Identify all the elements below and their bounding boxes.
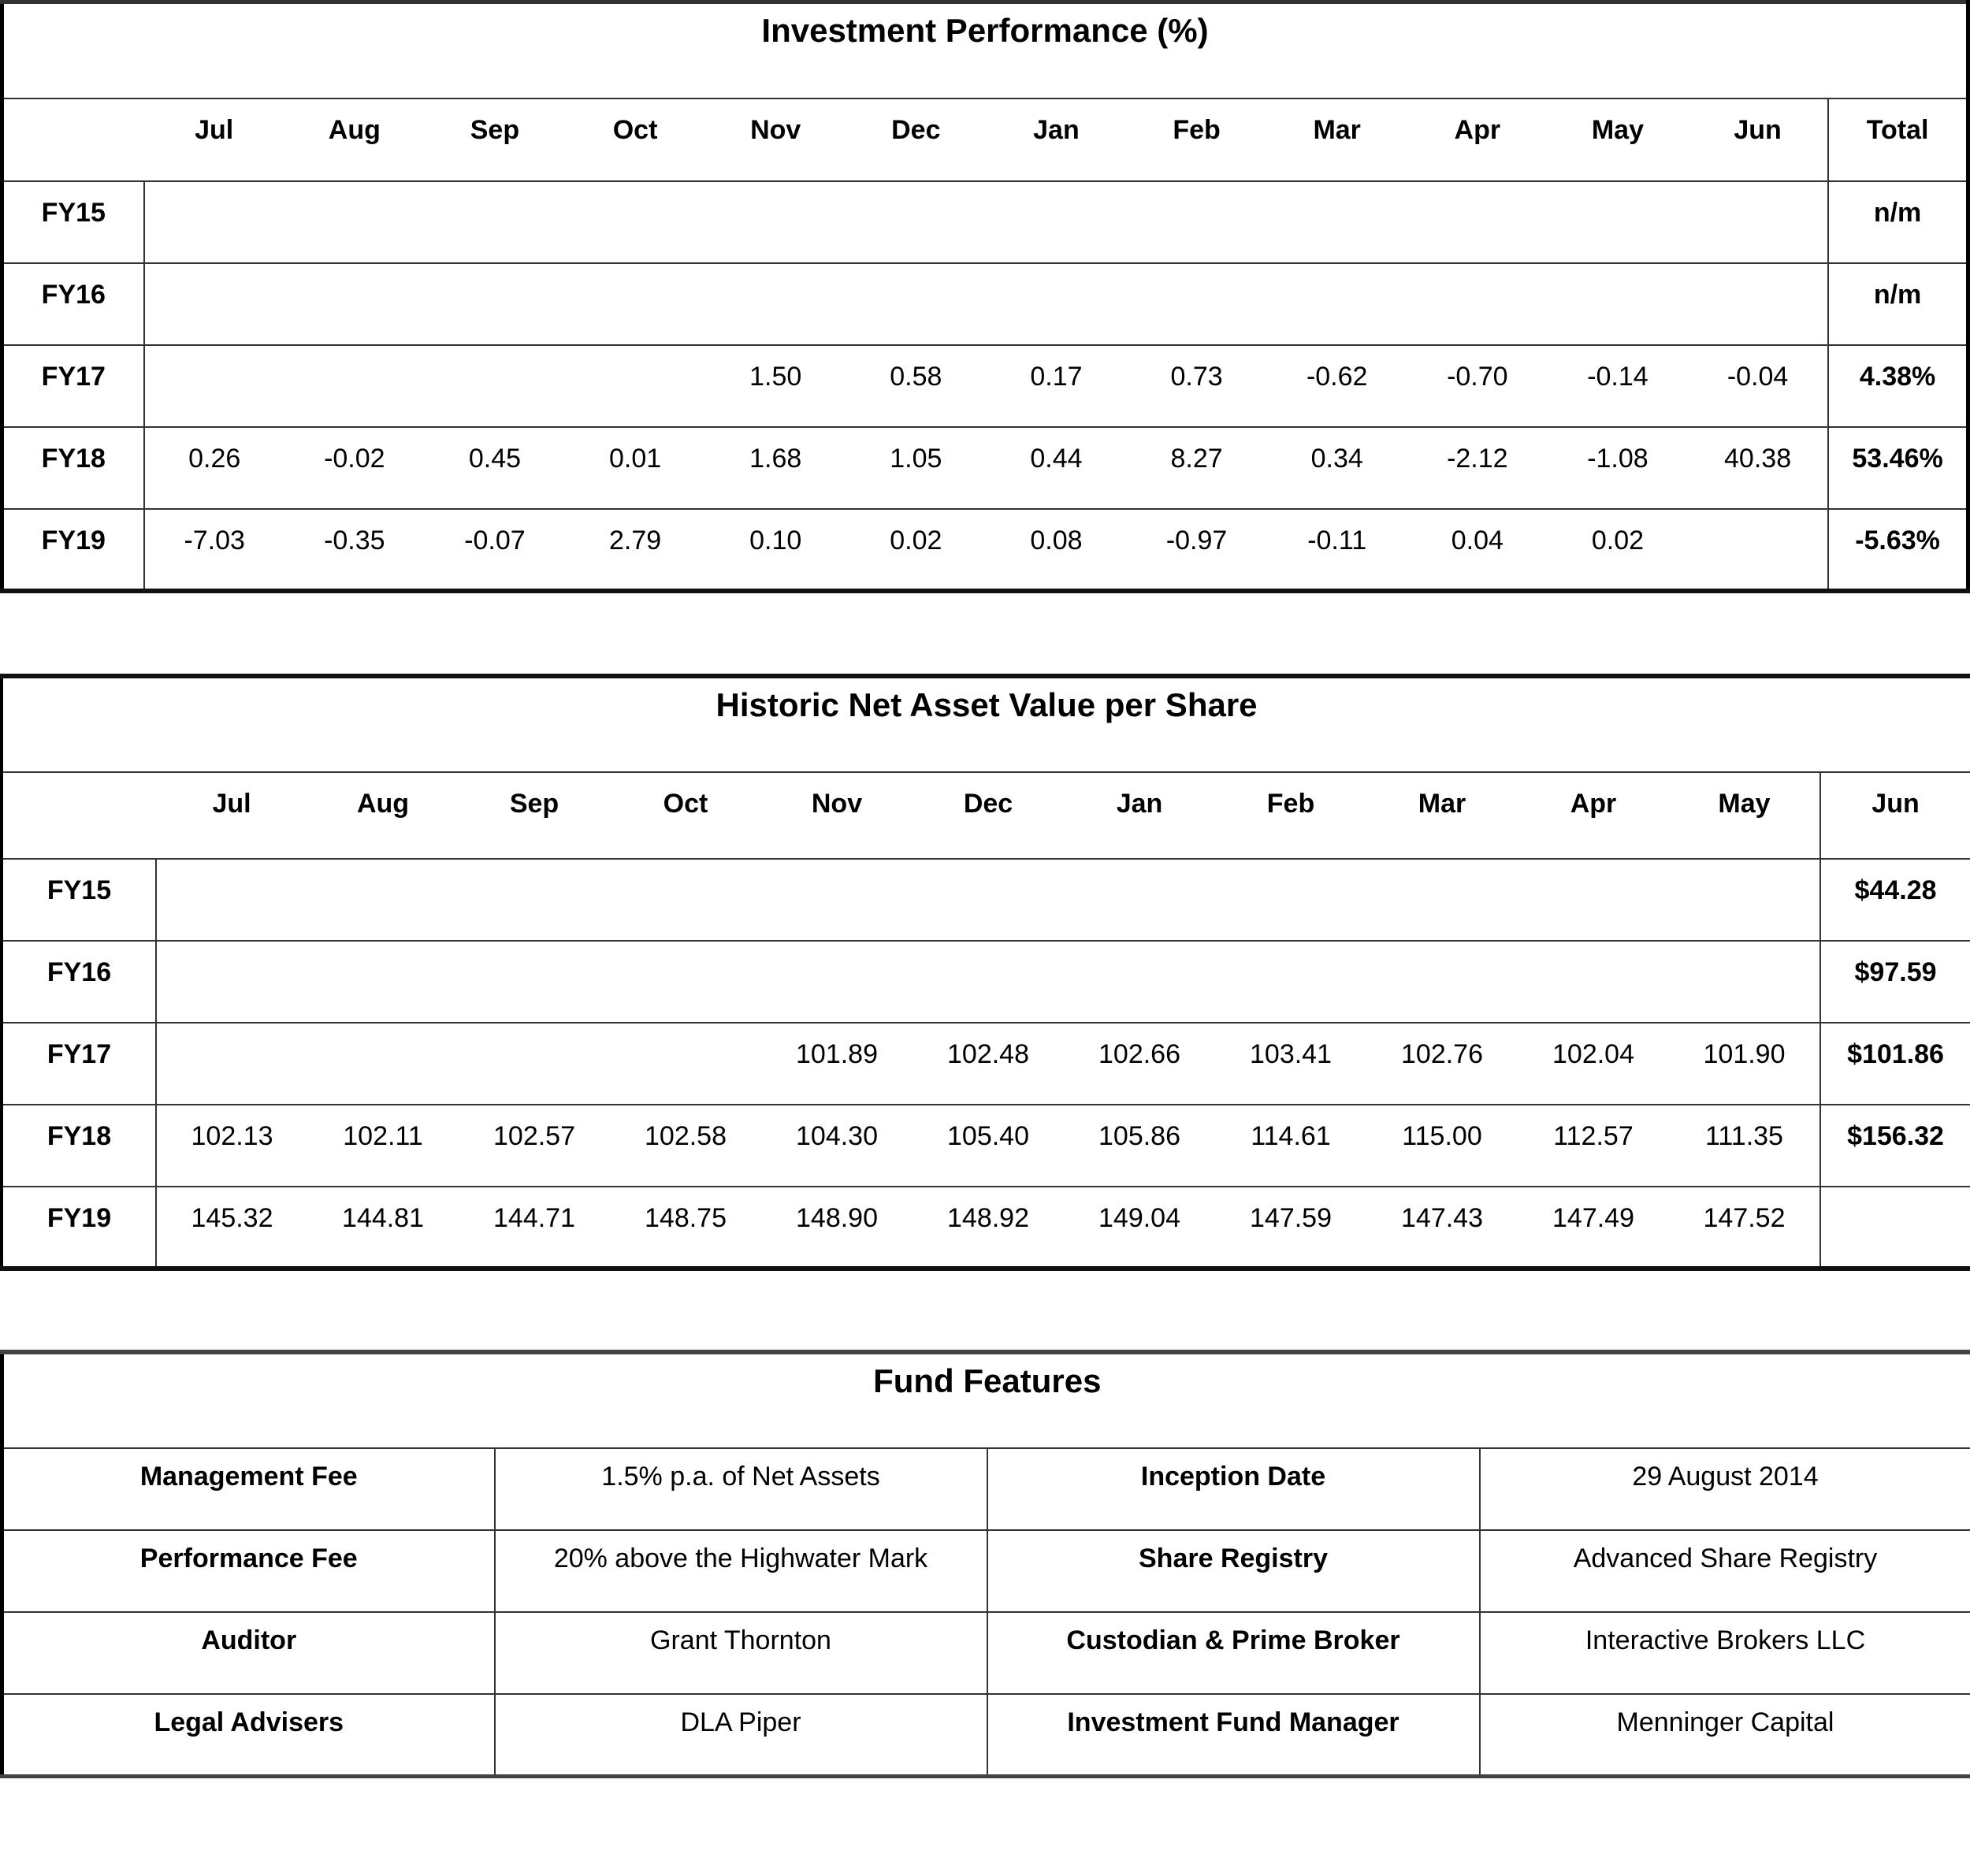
- value-cell: [156, 859, 307, 941]
- feature-label: Auditor: [2, 1612, 495, 1694]
- value-cell: [156, 1023, 307, 1105]
- value-cell: [284, 181, 425, 263]
- value-cell: 0.73: [1127, 345, 1267, 427]
- table-row: [2, 509, 1968, 591]
- table-row: [2, 941, 1970, 1023]
- value-cell: -0.04: [1688, 345, 1828, 427]
- feature-label: Management Fee: [2, 1448, 495, 1530]
- value-cell: 102.66: [1064, 1023, 1215, 1105]
- value-cell: [1366, 941, 1518, 1023]
- value-cell: 0.45: [425, 427, 565, 509]
- value-cell: [1407, 181, 1548, 263]
- value-cell: -0.11: [1307, 525, 1367, 555]
- value-cell: 148.75: [645, 1203, 727, 1233]
- month-header-mar: Mar: [1267, 98, 1407, 181]
- total-cell: n/m: [1828, 263, 1968, 345]
- month-header-oct: Oct: [610, 772, 761, 859]
- row-label: FY17: [2, 1023, 156, 1105]
- value-cell: 102.48: [913, 1023, 1064, 1105]
- value-cell: [1407, 263, 1548, 345]
- month-header-aug: Aug: [284, 98, 425, 181]
- value-cell: -0.62: [1267, 345, 1407, 427]
- table-row: [2, 1694, 1970, 1776]
- table-row: [2, 1612, 1970, 1694]
- month-header-sep: Sep: [459, 772, 610, 859]
- value-cell: [705, 263, 846, 345]
- row-label: FY18: [2, 427, 144, 509]
- month-header-sep: Sep: [425, 98, 565, 181]
- total-cell: 53.46%: [1828, 427, 1968, 509]
- table-row: [2, 1187, 1970, 1269]
- month-header-feb: Feb: [1215, 772, 1366, 859]
- value-cell: [1688, 509, 1828, 591]
- month-header-nov: Nov: [705, 98, 846, 181]
- value-cell: [986, 263, 1126, 345]
- value-cell: 101.90: [1669, 1023, 1820, 1105]
- row-label: FY16: [2, 941, 156, 1023]
- value-cell: 112.57: [1518, 1105, 1669, 1187]
- value-cell: 111.35: [1669, 1105, 1820, 1187]
- total-cell: n/m: [1828, 181, 1968, 263]
- jun-value-cell: $97.59: [1820, 941, 1970, 1023]
- feature-label: Legal Advisers: [154, 1707, 344, 1737]
- value-cell: 147.49: [1552, 1203, 1634, 1233]
- value-cell: [459, 859, 610, 941]
- value-cell: [156, 941, 307, 1023]
- value-cell: [846, 181, 986, 263]
- value-cell: [1518, 941, 1669, 1023]
- value-cell: 105.40: [913, 1105, 1064, 1187]
- value-cell: 101.89: [761, 1023, 913, 1105]
- value-cell: 0.26: [144, 427, 284, 509]
- value-cell: [705, 181, 846, 263]
- value-cell: 148.92: [947, 1203, 1029, 1233]
- value-cell: [1548, 263, 1688, 345]
- historic-nav-title: Historic Net Asset Value per Share: [2, 676, 1970, 772]
- month-header-jul: Jul: [156, 772, 307, 859]
- feature-value: 29 August 2014: [1480, 1448, 1970, 1530]
- jun-value-cell: [1820, 1187, 1970, 1269]
- value-cell: [761, 859, 913, 941]
- month-header-jan: Jan: [1064, 772, 1215, 859]
- month-header-oct: Oct: [565, 98, 705, 181]
- value-cell: [1548, 181, 1688, 263]
- value-cell: [1127, 181, 1267, 263]
- row-label: FY18: [2, 1105, 156, 1187]
- value-cell: 0.08: [1030, 525, 1083, 555]
- value-cell: [1215, 941, 1366, 1023]
- value-cell: 115.00: [1366, 1105, 1518, 1187]
- value-cell: 149.04: [1098, 1203, 1180, 1233]
- value-cell: [1064, 859, 1215, 941]
- month-header-dec: Dec: [846, 98, 986, 181]
- value-cell: [307, 941, 459, 1023]
- value-cell: 0.02: [1591, 525, 1645, 555]
- value-cell: [986, 181, 1126, 263]
- value-cell: 0.58: [846, 345, 986, 427]
- feature-value: Menninger Capital: [1480, 1694, 1970, 1776]
- value-cell: [459, 941, 610, 1023]
- value-cell: -0.97: [1165, 525, 1228, 555]
- table-row: [2, 1023, 1970, 1105]
- feature-value: 20% above the Highwater Mark: [495, 1530, 987, 1612]
- value-cell: 102.57: [459, 1105, 610, 1187]
- value-cell: 8.27: [1127, 427, 1267, 509]
- value-cell: 147.43: [1401, 1203, 1483, 1233]
- total-header: Total: [1828, 98, 1968, 181]
- value-cell: [284, 345, 425, 427]
- month-header-mar: Mar: [1366, 772, 1518, 859]
- value-cell: 1.05: [846, 427, 986, 509]
- month-header-dec: Dec: [913, 772, 1064, 859]
- value-cell: 40.38: [1688, 427, 1828, 509]
- month-header-jul: Jul: [144, 98, 284, 181]
- value-cell: -0.07: [464, 525, 526, 555]
- investment-performance-table: [0, 0, 1970, 593]
- value-cell: [425, 345, 565, 427]
- row-label: FY15: [2, 181, 144, 263]
- value-cell: [284, 263, 425, 345]
- table-row: [2, 1448, 1970, 1530]
- investment-performance-section: [0, 0, 1970, 593]
- value-cell: [425, 181, 565, 263]
- value-cell: [1267, 181, 1407, 263]
- feature-label: Investment Fund Manager: [987, 1694, 1480, 1776]
- value-cell: [565, 181, 705, 263]
- feature-value: Interactive Brokers LLC: [1480, 1612, 1970, 1694]
- value-cell: -2.12: [1407, 427, 1548, 509]
- fund-features-section: [0, 1350, 1970, 1778]
- value-cell: [610, 941, 761, 1023]
- table-row: [2, 859, 1970, 941]
- value-cell: [307, 859, 459, 941]
- row-label: FY15: [2, 859, 156, 941]
- value-cell: [761, 941, 913, 1023]
- month-header-nov: Nov: [761, 772, 913, 859]
- value-cell: -0.02: [284, 427, 425, 509]
- value-cell: 0.04: [1451, 525, 1504, 555]
- total-cell: -5.63%: [1828, 509, 1968, 591]
- value-cell: [1267, 263, 1407, 345]
- month-header-apr: Apr: [1518, 772, 1669, 859]
- value-cell: 102.76: [1366, 1023, 1518, 1105]
- historic-nav-section: [0, 674, 1970, 1271]
- table-row: [2, 345, 1968, 427]
- value-cell: [1688, 181, 1828, 263]
- month-header-aug: Aug: [307, 772, 459, 859]
- value-cell: [1669, 941, 1820, 1023]
- value-cell: -1.08: [1548, 427, 1688, 509]
- value-cell: [913, 941, 1064, 1023]
- value-cell: [846, 263, 986, 345]
- value-cell: -0.14: [1548, 345, 1688, 427]
- value-cell: 102.04: [1518, 1023, 1669, 1105]
- value-cell: [307, 1023, 459, 1105]
- month-header-may: May: [1669, 772, 1820, 859]
- value-cell: 0.02: [890, 525, 942, 555]
- value-cell: [1688, 263, 1828, 345]
- month-header-jun: Jun: [1688, 98, 1828, 181]
- investment-performance-title: Investment Performance (%): [2, 2, 1968, 98]
- value-cell: 102.13: [156, 1105, 307, 1187]
- value-cell: 144.81: [342, 1203, 424, 1233]
- value-cell: [144, 263, 284, 345]
- month-header-jan: Jan: [986, 98, 1126, 181]
- month-header-feb: Feb: [1127, 98, 1267, 181]
- value-cell: [610, 859, 761, 941]
- value-cell: 0.34: [1267, 427, 1407, 509]
- feature-label: Share Registry: [987, 1530, 1480, 1612]
- value-cell: [144, 181, 284, 263]
- fund-features-table: [0, 1350, 1970, 1778]
- table-row: [2, 181, 1968, 263]
- value-cell: 148.90: [796, 1203, 878, 1233]
- value-cell: 1.68: [705, 427, 846, 509]
- feature-value: Advanced Share Registry: [1480, 1530, 1970, 1612]
- feature-label: Inception Date: [987, 1448, 1480, 1530]
- jun-value-cell: $44.28: [1820, 859, 1970, 941]
- value-cell: [1215, 859, 1366, 941]
- value-cell: [1518, 859, 1669, 941]
- row-label: FY16: [2, 263, 144, 345]
- total-cell: 4.38%: [1828, 345, 1968, 427]
- value-cell: 147.59: [1250, 1203, 1332, 1233]
- value-cell: 2.79: [608, 525, 662, 555]
- corner-cell: [2, 98, 144, 181]
- value-cell: -7.03: [184, 525, 245, 555]
- value-cell: [1669, 859, 1820, 941]
- value-cell: 0.01: [565, 427, 705, 509]
- feature-value: 1.5% p.a. of Net Assets: [495, 1448, 987, 1530]
- value-cell: 0.44: [986, 427, 1126, 509]
- value-cell: -0.70: [1407, 345, 1548, 427]
- row-label: FY19: [2, 1187, 156, 1269]
- value-cell: 104.30: [761, 1105, 913, 1187]
- value-cell: 114.61: [1215, 1105, 1366, 1187]
- value-cell: -0.35: [324, 525, 385, 555]
- historic-nav-table: [0, 674, 1970, 1271]
- corner-cell: [2, 772, 156, 859]
- value-cell: [1127, 263, 1267, 345]
- jun-value-cell: $156.32: [1820, 1105, 1970, 1187]
- value-cell: 0.10: [749, 525, 802, 555]
- jun-value-cell: $101.86: [1820, 1023, 1970, 1105]
- feature-label: Performance Fee: [2, 1530, 495, 1612]
- month-header-apr: Apr: [1407, 98, 1548, 181]
- table-row: [2, 263, 1968, 345]
- month-header-may: May: [1548, 98, 1688, 181]
- table-row: [2, 427, 1968, 509]
- value-cell: [1366, 859, 1518, 941]
- value-cell: [459, 1023, 610, 1105]
- value-cell: 102.11: [307, 1105, 459, 1187]
- month-header-jun: Jun: [1820, 772, 1970, 859]
- value-cell: 145.32: [191, 1203, 273, 1233]
- row-label: FY17: [2, 345, 144, 427]
- value-cell: [913, 859, 1064, 941]
- value-cell: [565, 263, 705, 345]
- feature-label: Custodian & Prime Broker: [987, 1612, 1480, 1694]
- value-cell: 144.71: [493, 1203, 575, 1233]
- feature-value: Grant Thornton: [495, 1612, 987, 1694]
- value-cell: 103.41: [1215, 1023, 1366, 1105]
- table-row: [2, 1530, 1970, 1612]
- value-cell: [144, 345, 284, 427]
- value-cell: 1.50: [705, 345, 846, 427]
- value-cell: [425, 263, 565, 345]
- value-cell: [1064, 941, 1215, 1023]
- table-row: [2, 1105, 1970, 1187]
- value-cell: [565, 345, 705, 427]
- value-cell: 105.86: [1064, 1105, 1215, 1187]
- value-cell: 102.58: [610, 1105, 761, 1187]
- value-cell: 0.17: [986, 345, 1126, 427]
- value-cell: [610, 1023, 761, 1105]
- value-cell: 147.52: [1703, 1203, 1786, 1233]
- fund-features-title: Fund Features: [2, 1352, 1970, 1448]
- row-label: FY19: [2, 509, 144, 591]
- feature-value: DLA Piper: [495, 1694, 987, 1776]
